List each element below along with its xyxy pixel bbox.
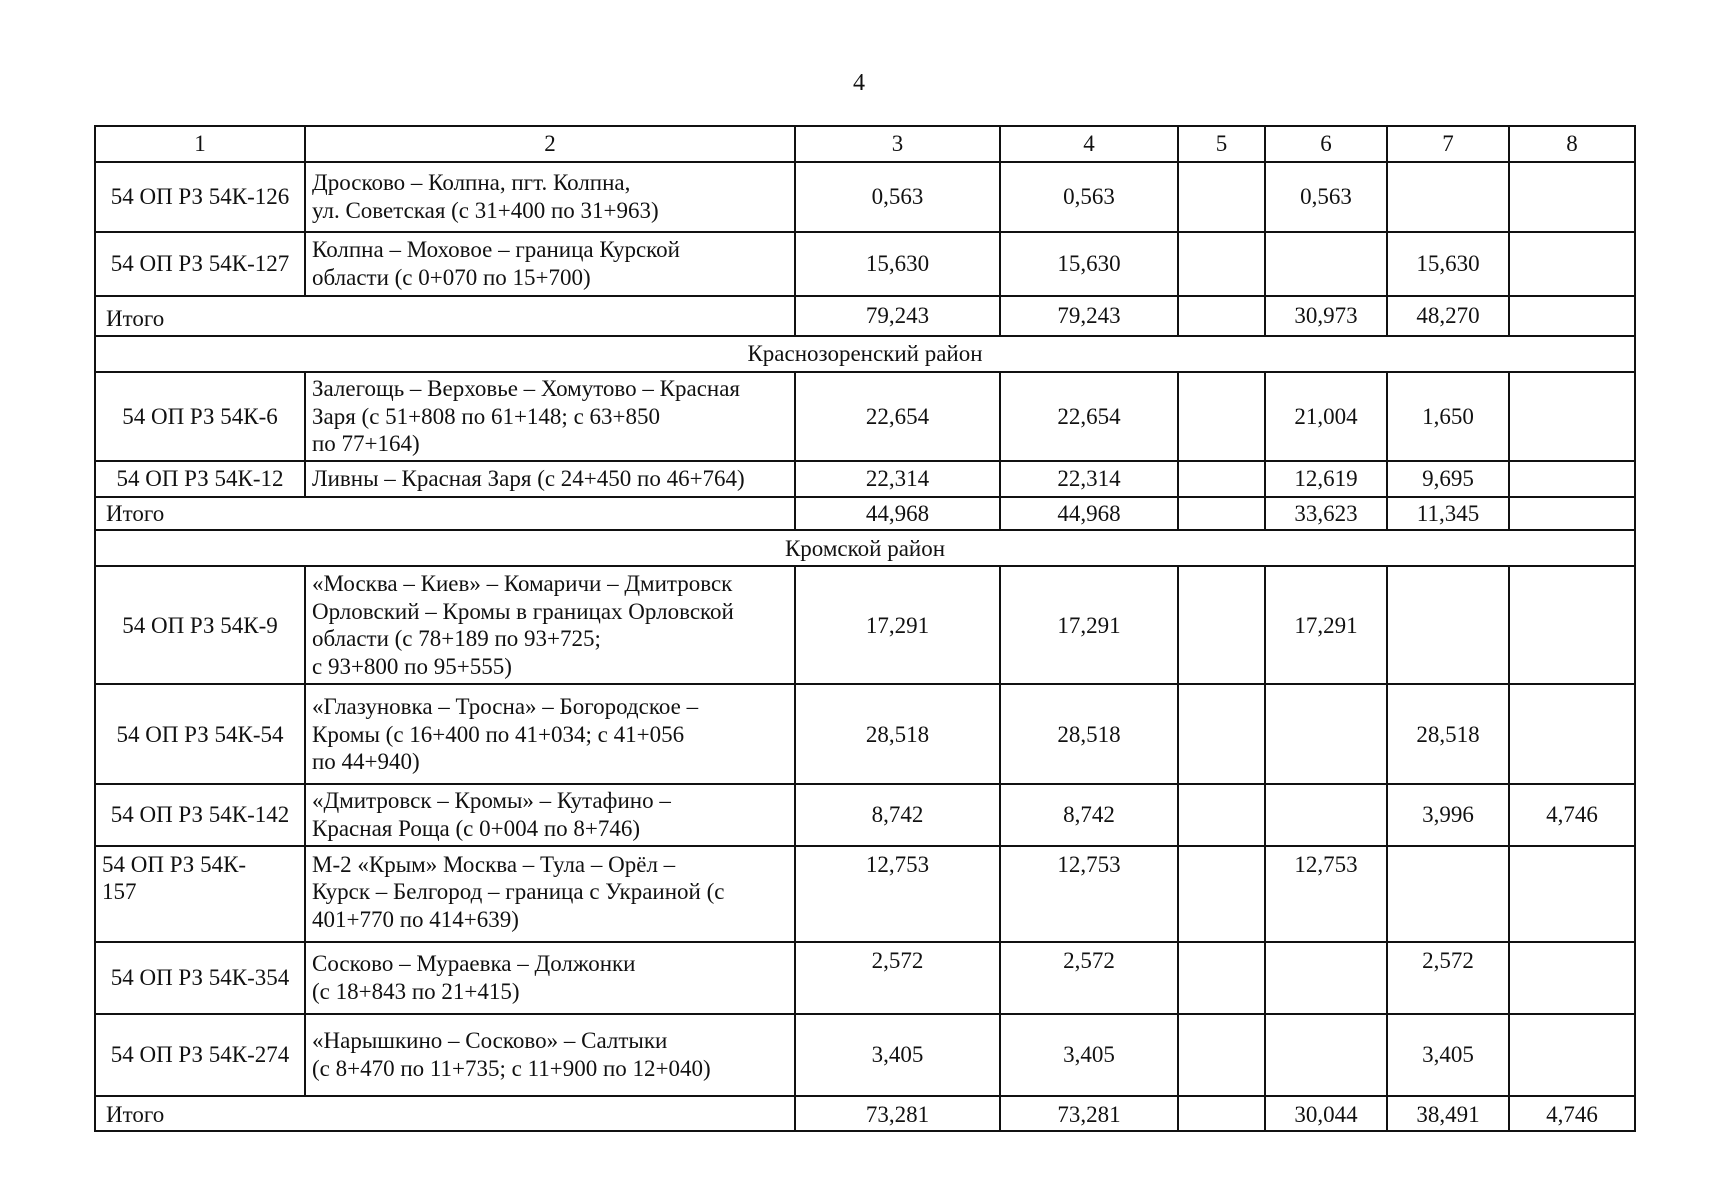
value-cell: 44,968	[795, 497, 1000, 531]
value-cell: 28,518	[1000, 684, 1178, 784]
value-cell	[1509, 566, 1635, 684]
value-cell: 73,281	[795, 1096, 1000, 1132]
value-cell	[1178, 1096, 1265, 1132]
column-header: 6	[1265, 126, 1387, 162]
value-cell: 48,270	[1387, 296, 1509, 336]
road-name-cell: «Глазуновка – Тросна» – Богородское – Кромы (с 16+400 по 41+034; с 41+056 по 44+940)	[305, 684, 795, 784]
table-row	[95, 461, 1635, 497]
value-cell	[1178, 232, 1265, 296]
value-cell: 17,291	[1265, 566, 1387, 684]
value-cell: 0,563	[1265, 162, 1387, 232]
road-name-cell: Сосково – Мураевка – Должонки (с 18+843 по 21+415)	[305, 942, 795, 1014]
value-cell	[1509, 232, 1635, 296]
value-cell	[1178, 461, 1265, 497]
value-cell: 4,746	[1509, 784, 1635, 845]
value-cell: 28,518	[1387, 684, 1509, 784]
value-cell	[1265, 784, 1387, 845]
value-cell	[1178, 566, 1265, 684]
value-cell: 2,572	[1000, 942, 1178, 1014]
road-code-cell: 54 ОП РЗ 54К-54	[95, 684, 305, 784]
road-name-cell: Ливны – Красная Заря (с 24+450 по 46+764)	[305, 461, 795, 497]
total-label: Итого	[95, 296, 795, 336]
district-name: Кромской район	[95, 530, 1635, 566]
table-row	[95, 232, 1635, 296]
road-code-cell: 54 ОП РЗ 54К-126	[95, 162, 305, 232]
value-cell: 38,491	[1387, 1096, 1509, 1132]
value-cell	[1387, 566, 1509, 684]
value-cell: 15,630	[795, 232, 1000, 296]
district-header-row	[95, 530, 1635, 566]
value-cell: 12,619	[1265, 461, 1387, 497]
value-cell	[1387, 162, 1509, 232]
value-cell	[1509, 296, 1635, 336]
road-code-cell: 54 ОП РЗ 54К-127	[95, 232, 305, 296]
value-cell: 8,742	[1000, 784, 1178, 845]
value-cell	[1178, 1014, 1265, 1096]
total-label: Итого	[95, 497, 795, 531]
column-header: 2	[305, 126, 795, 162]
value-cell	[1509, 684, 1635, 784]
value-cell: 15,630	[1000, 232, 1178, 296]
table-row	[95, 1014, 1635, 1096]
value-cell	[1509, 461, 1635, 497]
value-cell: 79,243	[795, 296, 1000, 336]
table-row	[95, 784, 1635, 845]
value-cell	[1509, 846, 1635, 942]
value-cell	[1509, 1014, 1635, 1096]
value-cell: 33,623	[1265, 497, 1387, 531]
table-row	[95, 162, 1635, 232]
table-row	[95, 942, 1635, 1014]
value-cell: 44,968	[1000, 497, 1178, 531]
value-cell	[1509, 497, 1635, 531]
value-cell: 22,654	[795, 372, 1000, 461]
road-name-cell: «Нарышкино – Сосково» – Салтыки (с 8+470 по 11+735; с 11+900 по 12+040)	[305, 1014, 795, 1096]
column-header: 1	[95, 126, 305, 162]
value-cell	[1178, 846, 1265, 942]
value-cell: 21,004	[1265, 372, 1387, 461]
roads-table	[94, 125, 1636, 1132]
road-name-cell: Залегощь – Верховье – Хомутово – Красная Заря (с 51+808 по 61+148; с 63+850 по 77+164)	[305, 372, 795, 461]
total-row	[95, 1096, 1635, 1132]
value-cell	[1178, 784, 1265, 845]
value-cell: 12,753	[795, 846, 1000, 942]
value-cell: 11,345	[1387, 497, 1509, 531]
value-cell	[1265, 942, 1387, 1014]
district-name: Краснозоренский район	[95, 336, 1635, 372]
value-cell: 0,563	[795, 162, 1000, 232]
road-code-cell: 54 ОП РЗ 54К-12	[95, 461, 305, 497]
road-name-cell: Дросково – Колпна, пгт. Колпна, ул. Советская (с 31+400 по 31+963)	[305, 162, 795, 232]
value-cell	[1509, 372, 1635, 461]
value-cell: 3,405	[1387, 1014, 1509, 1096]
value-cell: 1,650	[1387, 372, 1509, 461]
value-cell	[1178, 296, 1265, 336]
value-cell	[1265, 684, 1387, 784]
road-code-cell: 54 ОП РЗ 54К- 157	[95, 846, 305, 942]
table-row	[95, 566, 1635, 684]
road-code-cell: 54 ОП РЗ 54К-142	[95, 784, 305, 845]
total-label: Итого	[95, 1096, 795, 1132]
value-cell: 4,746	[1509, 1096, 1635, 1132]
value-cell: 3,405	[795, 1014, 1000, 1096]
road-code-cell: 54 ОП РЗ 54К-274	[95, 1014, 305, 1096]
column-header: 4	[1000, 126, 1178, 162]
value-cell: 3,996	[1387, 784, 1509, 845]
value-cell: 30,973	[1265, 296, 1387, 336]
road-name-cell: Колпна – Моховое – граница Курской области (с 0+070 по 15+700)	[305, 232, 795, 296]
value-cell: 73,281	[1000, 1096, 1178, 1132]
column-header: 3	[795, 126, 1000, 162]
value-cell	[1509, 162, 1635, 232]
value-cell	[1387, 846, 1509, 942]
road-name-cell: «Москва – Киев» – Комаричи – Дмитровск Орловский – Кромы в границах Орловской области (с 78+189 по 93+725; с 93+800 по 95+555)	[305, 566, 795, 684]
road-code-cell: 54 ОП РЗ 54К-6	[95, 372, 305, 461]
table-row	[95, 372, 1635, 461]
column-header: 8	[1509, 126, 1635, 162]
value-cell: 17,291	[1000, 566, 1178, 684]
value-cell	[1509, 942, 1635, 1014]
value-cell	[1178, 684, 1265, 784]
value-cell: 28,518	[795, 684, 1000, 784]
value-cell: 0,563	[1000, 162, 1178, 232]
value-cell: 30,044	[1265, 1096, 1387, 1132]
value-cell: 22,314	[1000, 461, 1178, 497]
value-cell: 15,630	[1387, 232, 1509, 296]
value-cell: 3,405	[1000, 1014, 1178, 1096]
value-cell: 8,742	[795, 784, 1000, 845]
value-cell	[1265, 232, 1387, 296]
value-cell: 2,572	[1387, 942, 1509, 1014]
value-cell	[1178, 497, 1265, 531]
value-cell	[1265, 1014, 1387, 1096]
value-cell	[1178, 162, 1265, 232]
column-number-header-row	[95, 126, 1635, 162]
table-row	[95, 684, 1635, 784]
value-cell: 22,314	[795, 461, 1000, 497]
value-cell: 17,291	[795, 566, 1000, 684]
road-name-cell: «Дмитровск – Кромы» – Кутафино – Красная Роща (с 0+004 по 8+746)	[305, 784, 795, 845]
value-cell: 12,753	[1000, 846, 1178, 942]
value-cell: 22,654	[1000, 372, 1178, 461]
value-cell: 79,243	[1000, 296, 1178, 336]
road-name-cell: М-2 «Крым» Москва – Тула – Орёл – Курск – Белгород – граница с Украиной (с 401+770 по 414+639)	[305, 846, 795, 942]
road-code-cell: 54 ОП РЗ 54К-9	[95, 566, 305, 684]
table-row	[95, 846, 1635, 942]
page-number: 4	[853, 70, 865, 96]
column-header: 5	[1178, 126, 1265, 162]
value-cell: 9,695	[1387, 461, 1509, 497]
value-cell: 2,572	[795, 942, 1000, 1014]
column-header: 7	[1387, 126, 1509, 162]
district-header-row	[95, 336, 1635, 372]
value-cell	[1178, 942, 1265, 1014]
road-code-cell: 54 ОП РЗ 54К-354	[95, 942, 305, 1014]
value-cell	[1178, 372, 1265, 461]
value-cell: 12,753	[1265, 846, 1387, 942]
total-row	[95, 497, 1635, 531]
total-row	[95, 296, 1635, 336]
